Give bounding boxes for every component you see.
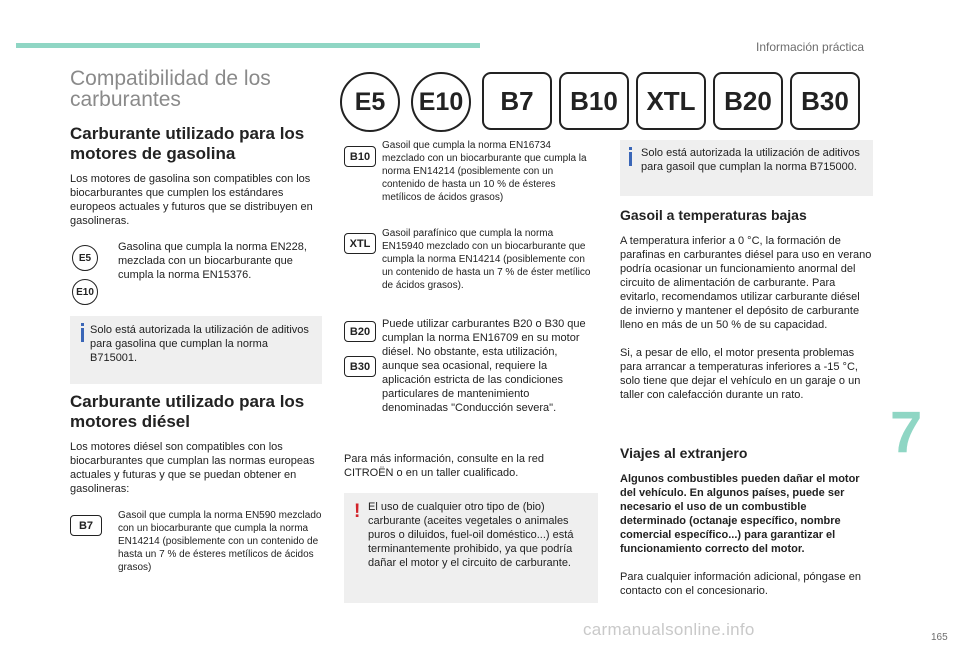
warning-text: El uso de cualquier otro tipo de (bio) carburante (aceites vegetales o animales puros o diluidos, fuel-oil doméstico...) está terminantemente prohibido, ya que podría dañar el motor y el circuito de carburante. xyxy=(368,501,574,569)
gasoline-heading: Carburante utilizado para los motores de gasolina xyxy=(70,124,305,163)
diesel-heading: Carburante utilizado para los motores diésel xyxy=(70,392,305,431)
abroad-bold-text: Algunos combustibles pueden dañar el motor del vehículo. En algunos países, puede ser necesario el uso de un combustible determinado (octanaje específico, nombre comercial específico...) para garantizar el funcionamiento correcto del motor. xyxy=(620,473,860,555)
b7-spec: Gasoil que cumpla la norma EN590 mezclado con un biocarburante que cumpla la norma EN14214 (posiblemente con un contenido de hasta un 7 % de ésteres metílicos de ácidos grasos) xyxy=(118,510,322,573)
diesel-intro: Los motores diésel son compatibles con los biocarburantes que cumplan las normas europeas actuales y futuras y que se puedan obtener en gasolineras: xyxy=(70,441,315,495)
fuel-badge-row xyxy=(340,72,860,132)
gasoline-note: Solo está autorizada la utilización de aditivos para gasolina que cumplan la norma B715001. xyxy=(90,324,309,364)
gasoline-intro: Los motores de gasolina son compatibles con los biocarburantes que cumplen los estándares europeos actuales y futuros que se distribuyen en gasolineras. xyxy=(70,173,313,227)
low-temp-heading: Gasoil a temperaturas bajas xyxy=(620,207,807,223)
badge-xtl: XTL xyxy=(344,233,376,254)
gasoline-note-box xyxy=(70,316,322,384)
abroad-text: Para cualquier información adicional, póngase en contacto con el concesionario. xyxy=(620,571,861,597)
b20-b30-spec: Puede utilizar carburantes B20 o B30 que cumplan la norma EN16709 en su motor diésel. No obstante, esta utilización, aunque sea ocasional, requiere la aplicación estricta de las condiciones particulares de mantenimiento denominadas "Conducción severa". xyxy=(382,318,586,414)
section-title: Información práctica xyxy=(756,40,865,54)
diesel-note: Solo está autorizada la utilización de aditivos para gasoil que cumplan la norma B715000. xyxy=(641,147,860,173)
fuel-badge-e10: E10 xyxy=(411,72,471,132)
warning-box xyxy=(344,493,598,603)
page-title: Compatibilidad de los carburantes xyxy=(70,67,271,111)
badge-b10: B10 xyxy=(344,146,376,167)
gasoline-spec: Gasolina que cumpla la norma EN228, mezclada con un biocarburante que cumpla la norma EN15376. xyxy=(118,241,307,281)
badge-b7: B7 xyxy=(70,515,102,536)
xtl-spec: Gasoil parafínico que cumpla la norma EN15940 mezclado con un biocarburante que cumpla la norma EN14214 (posiblemente con un contenido de hasta un 7 % de éster metílico de ácidos grasos). xyxy=(382,228,591,291)
fuel-badge-b20: B20 xyxy=(713,72,783,130)
info-icon xyxy=(81,328,84,342)
fuel-badge-b7: B7 xyxy=(482,72,552,130)
fuel-badge-e5: E5 xyxy=(340,72,400,132)
badge-e5: E5 xyxy=(72,245,98,271)
more-info: Para más información, consulte en la red CITROËN o en un taller cualificado. xyxy=(344,453,544,479)
chapter-number: 7 xyxy=(890,400,923,465)
header-accent-bar xyxy=(16,43,480,48)
warning-icon: ! xyxy=(354,501,361,522)
info-icon xyxy=(629,152,632,166)
low-temp-text: A temperatura inferior a 0 °C, la formación de parafinas en carburantes diésel para uso en verano podría ocasionar un funcionamiento anormal del circuito de alimentación de carburante. Para evitarlo, recomendamos utilizar carburante diésel de invierno y mantener el depósito de carburante lleno en más de un 50 % de su capacidad. xyxy=(620,235,872,331)
page-number: 165 xyxy=(931,632,948,643)
b10-spec: Gasoil que cumpla la norma EN16734 mezclado con un biocarburante que cumpla la norma EN14214 (posiblemente con un contenido de hasta un 10 % de ésteres metílicos de ácidos grasos) xyxy=(382,140,587,203)
diesel-note-box xyxy=(620,140,873,196)
fuel-badge-b10: B10 xyxy=(559,72,629,130)
fuel-badge-b30: B30 xyxy=(790,72,860,130)
fuel-badge-xtl: XTL xyxy=(636,72,706,130)
badge-b20: B20 xyxy=(344,321,376,342)
badge-e10: E10 xyxy=(72,279,98,305)
badge-b30: B30 xyxy=(344,356,376,377)
abroad-heading: Viajes al extranjero xyxy=(620,445,748,461)
watermark: carmanualsonline.info xyxy=(583,620,755,639)
low-temp-text-2: Si, a pesar de ello, el motor presenta problemas para arrancar a temperaturas inferiores a -15 °C, solo tiene que dejar el vehículo en un garaje o un taller con calefacción durante un rato. xyxy=(620,347,861,401)
